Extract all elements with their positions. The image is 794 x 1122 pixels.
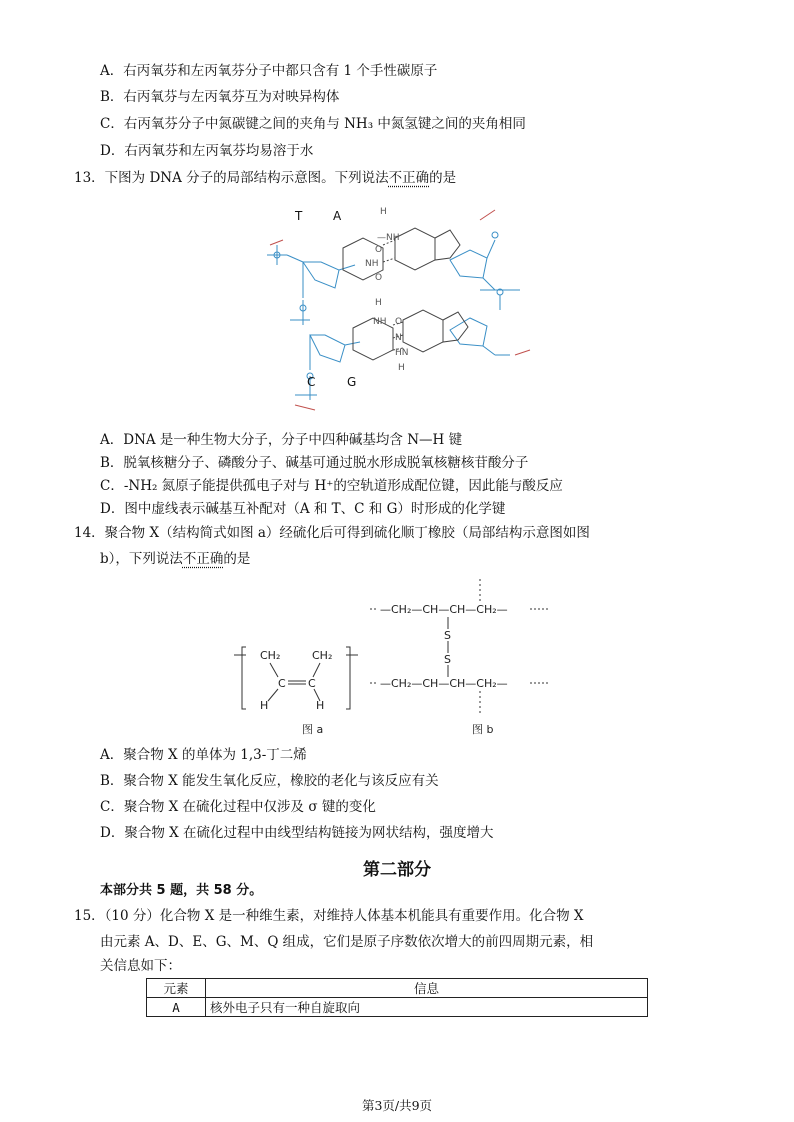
q15-line3: 关信息如下：: [100, 958, 181, 974]
part2-intro: 本部分共 5 题，共 58 分。: [100, 883, 263, 898]
q12-option-b: B．右丙氧芬与左丙氧芬互为对映异构体: [100, 89, 340, 105]
svg-text:—CH₂—CH—CH—CH₂—: —CH₂—CH—CH—CH₂—: [380, 677, 508, 690]
q14-option-d: D．聚合物 X 在硫化过程中由线型结构链接为网状结构，强度增大: [100, 825, 494, 841]
q14-stem-line1: 14．聚合物 X（结构简式如图 a）经硫化后可得到硫化顺丁橡胶（局部结构示意图如图: [74, 525, 590, 541]
header-info: 信息: [206, 979, 648, 998]
q14-stem-line2: b），下列说法不正确的是: [100, 551, 251, 567]
svg-text:H: H: [260, 699, 269, 712]
fig-b-caption: 图 b: [472, 723, 494, 736]
svg-text:NH: NH: [365, 259, 379, 269]
q12-option-d: D．右丙氧芬和左丙氧芬均易溶于水: [100, 143, 314, 159]
svg-text:C: C: [308, 677, 316, 690]
q14-option-c: C．聚合物 X 在硫化过程中仅涉及 σ 键的变化: [100, 799, 376, 815]
q13-emphasis: 不正确: [388, 170, 430, 186]
page-footer: 第3页/共9页: [361, 1098, 433, 1113]
svg-text:S: S: [444, 653, 451, 666]
svg-text:O: O: [395, 317, 403, 327]
q14-option-b: B．聚合物 X 能发生氧化反应，橡胶的老化与该反应有关: [100, 773, 439, 789]
q15-line1: 15．（10 分）化合物 X 是一种维生素，对维持人体基本机能具有重要作用。化合物 X: [74, 908, 584, 924]
q13-option-a: A．DNA 是一种生物大分子，分子中四种碱基均含 N—H 键: [100, 432, 463, 448]
q15-line2: 由元素 A、D、E、G、M、Q 组成，它们是原子序数依次增大的前四周期元素，相: [100, 934, 594, 950]
svg-text:HN: HN: [395, 348, 409, 358]
svg-text:H: H: [375, 298, 382, 308]
cell-element: A: [147, 998, 206, 1017]
svg-text:NH: NH: [373, 317, 387, 327]
svg-text:C: C: [278, 677, 286, 690]
q13-option-d: D．图中虚线表示碱基互补配对（A 和 T、C 和 G）时形成的化学键: [100, 501, 506, 517]
svg-text:H: H: [398, 363, 405, 373]
q14-option-a: A．聚合物 X 的单体为 1,3-丁二烯: [100, 747, 307, 763]
fig-a-caption: 图 a: [302, 723, 324, 736]
q13-stem: 13．下图为 DNA 分子的局部结构示意图。下列说法不正确的是: [74, 170, 457, 186]
dna-structure-figure: [255, 200, 555, 422]
table-row: [147, 998, 648, 1017]
cell-info: 核外电子只有一种自旋取向: [206, 998, 648, 1017]
q12-option-a: A．右丙氧芬和左丙氧芬分子中都只含有 1 个手性碳原子: [100, 63, 438, 79]
svg-text:S: S: [444, 629, 451, 642]
polymer-figures: [230, 575, 570, 740]
svg-text:—CH₂—CH—CH—CH₂—: —CH₂—CH—CH—CH₂—: [380, 603, 508, 616]
svg-text:CH₂: CH₂: [312, 649, 333, 662]
q13-option-c: C．-NH₂ 氮原子能提供孤电子对与 H⁺的空轨道形成配位键，因此能与酸反应: [100, 478, 563, 494]
svg-text:N: N: [395, 333, 402, 343]
svg-text:CH₂: CH₂: [260, 649, 281, 662]
svg-text:H: H: [380, 207, 387, 217]
header-element: 元素: [147, 979, 206, 998]
element-info-table: [146, 978, 648, 1017]
part2-heading: 第二部分: [363, 860, 431, 880]
label-t: T: [295, 209, 303, 223]
svg-text:O: O: [375, 273, 383, 283]
q14-emphasis: 不正确: [182, 551, 224, 567]
svg-text:O: O: [375, 245, 383, 255]
label-a: A: [333, 209, 342, 223]
label-c: C: [307, 375, 316, 389]
q13-option-b: B．脱氧核糖分子、磷酸分子、碱基可通过脱水形成脱氧核糖核苷酸分子: [100, 455, 529, 471]
label-g: G: [347, 375, 357, 389]
q12-option-c: C．右丙氧芬分子中氮碳键之间的夹角与 NH₃ 中氮氢键之间的夹角相同: [100, 116, 526, 132]
table-header-row: [147, 979, 648, 998]
svg-text:—NH: —NH: [377, 233, 400, 243]
svg-text:H: H: [316, 699, 325, 712]
